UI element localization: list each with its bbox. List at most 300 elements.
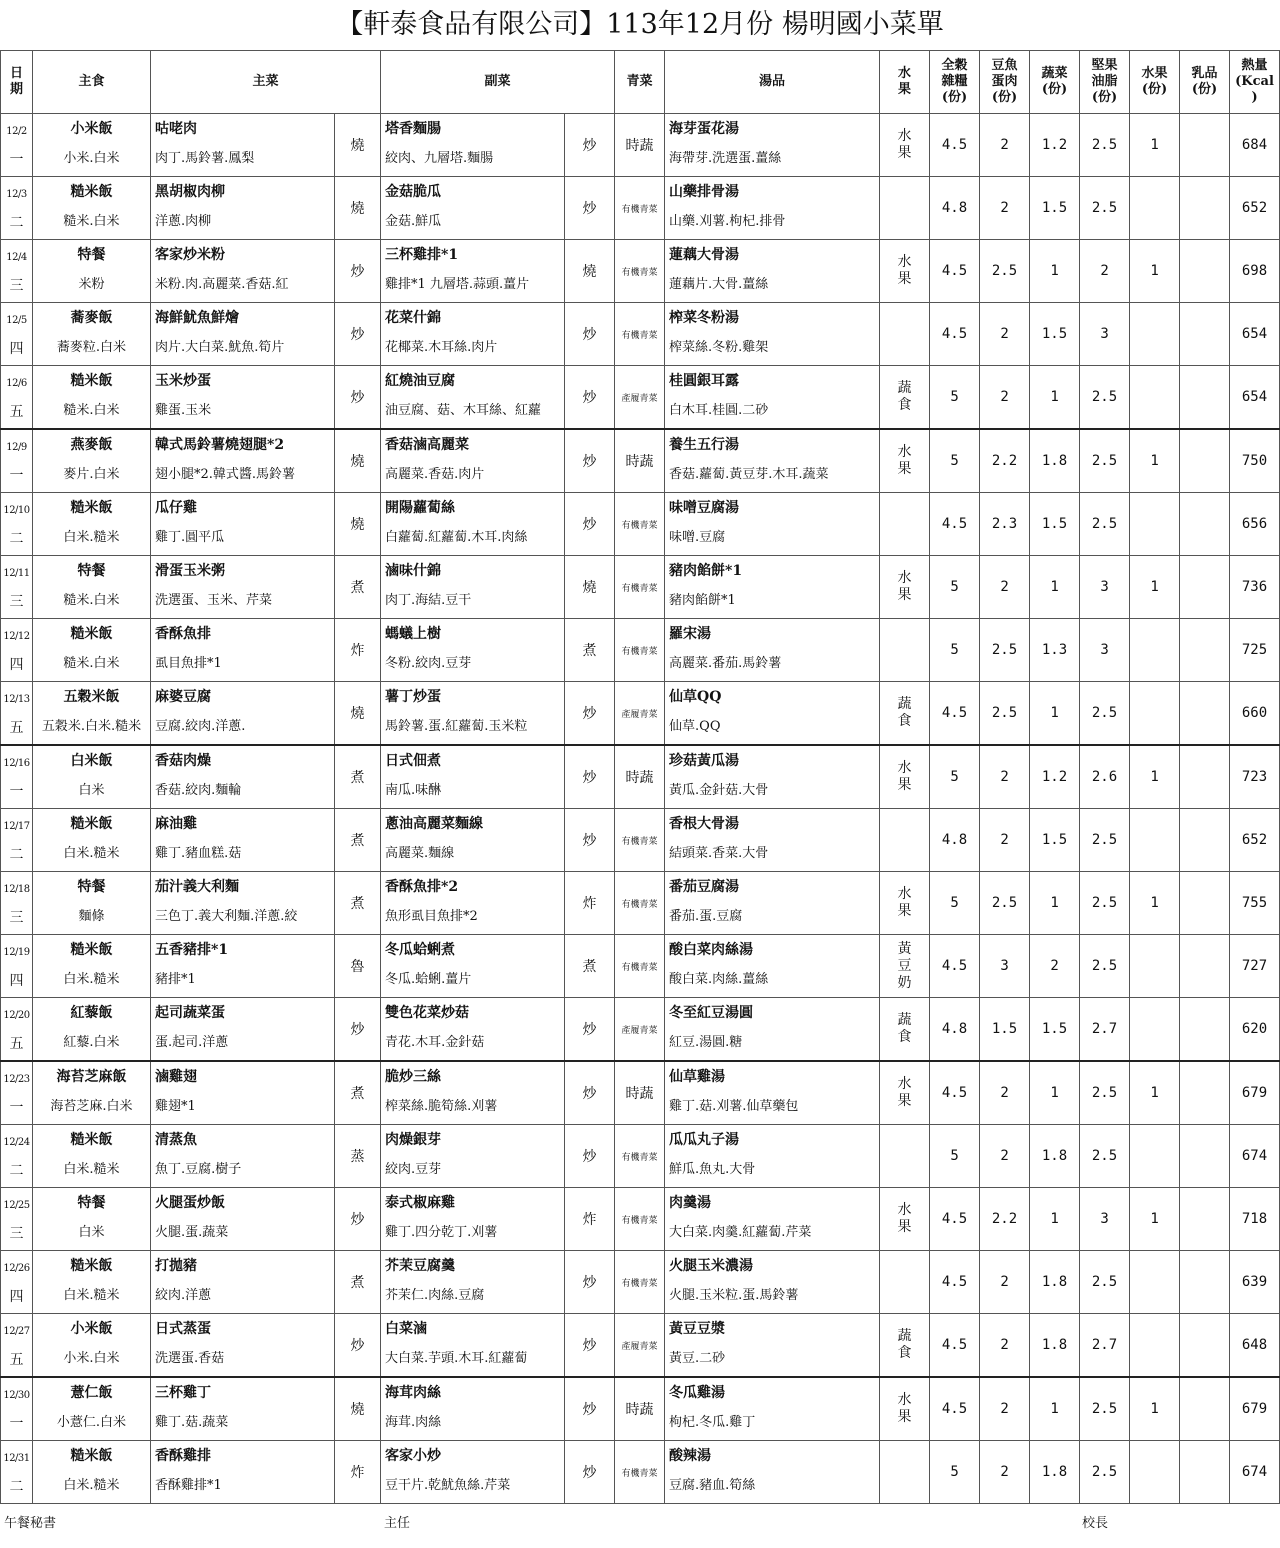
grains-portion: 4.5 [930, 1251, 980, 1314]
menu-row [1, 429, 1280, 493]
staple-ingredients: 小米.白米 [63, 1351, 120, 1366]
staple-cell [33, 240, 151, 303]
vegetable-portion: 1 [1030, 1188, 1080, 1251]
staple-name: 糙米飯 [70, 1448, 113, 1464]
main-dish-method: 燒 [335, 114, 381, 177]
date-label: 12/23 [3, 1074, 30, 1085]
fruit-portion [1130, 809, 1180, 872]
grains-portion: 5 [930, 366, 980, 430]
staple-ingredients: 糙米.白米 [63, 214, 120, 229]
fruit-cell: 水 果 [880, 114, 930, 177]
footer-director: 主任 [384, 1516, 411, 1531]
menu-table [0, 50, 1280, 1504]
staple-cell [33, 493, 151, 556]
calories: 723 [1230, 745, 1280, 809]
side-dish-ingredients: 海茸.肉絲 [385, 1415, 442, 1430]
soup-ingredients: 香菇.蘿蔔.黃豆芽.木耳.蔬菜 [669, 467, 829, 482]
menu-row [1, 809, 1280, 872]
side-dish-name: 白菜滷 [385, 1321, 428, 1337]
staple-name: 薏仁飯 [70, 1385, 113, 1401]
side-dish-ingredients: 雞丁.四分乾丁.刈薯 [385, 1225, 498, 1240]
fruit-portion: 1 [1130, 1377, 1180, 1441]
fruit-cell: 水 果 [880, 1188, 930, 1251]
side-dish-method: 燒 [565, 556, 615, 619]
soup-name: 番茄豆腐湯 [669, 879, 740, 895]
vegetable-portion: 1.5 [1030, 303, 1080, 366]
main-dish-cell [151, 556, 335, 619]
dairy-portion [1180, 114, 1230, 177]
date-label: 12/11 [3, 568, 30, 579]
soup-ingredients: 火腿.玉米粒.蛋.馬鈴薯 [669, 1288, 799, 1303]
protein-portion: 1.5 [980, 998, 1030, 1062]
protein-portion: 2.5 [980, 872, 1030, 935]
staple-ingredients: 白米.糙米 [63, 1478, 120, 1493]
staple-cell [33, 1251, 151, 1314]
greens-cell: 有機青菜 [615, 177, 665, 240]
grains-portion: 5 [930, 745, 980, 809]
side-dish-cell [381, 935, 565, 998]
oil-portion: 2.5 [1080, 1377, 1130, 1441]
weekday-label: 四 [9, 1289, 24, 1305]
weekday-label: 五 [9, 720, 24, 736]
greens-cell: 有機青菜 [615, 1441, 665, 1504]
soup-cell [665, 935, 880, 998]
menu-row [1, 998, 1280, 1062]
side-dish-ingredients: 榨菜絲.脆筍絲.刈薯 [385, 1099, 498, 1114]
soup-cell [665, 1188, 880, 1251]
soup-cell [665, 809, 880, 872]
staple-name: 糙米飯 [70, 626, 113, 642]
main-dish-name: 滑蛋玉米粥 [155, 563, 225, 579]
calories: 698 [1230, 240, 1280, 303]
greens-cell: 有機青菜 [615, 935, 665, 998]
main-dish-name: 起司蔬菜蛋 [155, 1005, 225, 1021]
grains-portion: 4.5 [930, 1061, 980, 1125]
staple-ingredients: 糙米.白米 [63, 593, 120, 608]
fruit-cell [880, 809, 930, 872]
grains-portion: 4.5 [930, 240, 980, 303]
date-cell [1, 177, 33, 240]
protein-portion: 2.5 [980, 240, 1030, 303]
soup-ingredients: 鮮瓜.魚丸.大骨 [669, 1162, 756, 1177]
side-dish-cell [381, 303, 565, 366]
staple-name: 五穀米飯 [63, 689, 120, 705]
dairy-portion [1180, 619, 1230, 682]
dairy-portion [1180, 429, 1230, 493]
soup-cell [665, 1251, 880, 1314]
main-dish-cell [151, 682, 335, 746]
weekday-label: 一 [9, 468, 24, 484]
side-dish-name: 脆炒三絲 [385, 1069, 442, 1085]
side-dish-method: 炒 [565, 177, 615, 240]
main-dish-method: 炒 [335, 303, 381, 366]
header-dairy: 乳品 (份) [1180, 51, 1230, 114]
side-dish-ingredients: 油豆腐、菇、木耳絲、紅蘿 [385, 403, 542, 418]
fruit-cell [880, 1251, 930, 1314]
main-dish-name: 客家炒米粉 [155, 247, 225, 263]
main-dish-method: 炒 [335, 1188, 381, 1251]
date-cell [1, 240, 33, 303]
side-dish-ingredients: 高麗菜.麵線 [385, 846, 455, 861]
dairy-portion [1180, 872, 1230, 935]
side-dish-cell [381, 1125, 565, 1188]
soup-name: 黃豆豆漿 [669, 1321, 726, 1337]
main-dish-cell [151, 935, 335, 998]
soup-ingredients: 味噌.豆腐 [669, 530, 726, 545]
fruit-cell [880, 619, 930, 682]
side-dish-name: 紅燒油豆腐 [385, 373, 456, 389]
grains-portion: 4.5 [930, 303, 980, 366]
side-dish-cell [381, 682, 565, 746]
vegetable-portion: 1 [1030, 240, 1080, 303]
staple-cell [33, 1188, 151, 1251]
weekday-label: 五 [9, 1352, 24, 1368]
soup-name: 羅宋湯 [669, 626, 712, 642]
greens-cell: 有機青菜 [615, 493, 665, 556]
calories: 679 [1230, 1061, 1280, 1125]
side-dish-method: 炒 [565, 1441, 615, 1504]
staple-name: 糙米飯 [70, 942, 113, 958]
staple-cell [33, 809, 151, 872]
fruit-portion [1130, 303, 1180, 366]
calories: 679 [1230, 1377, 1280, 1441]
main-dish-name: 香酥魚排 [155, 626, 211, 642]
calories: 727 [1230, 935, 1280, 998]
main-dish-cell [151, 1061, 335, 1125]
side-dish-method: 炒 [565, 303, 615, 366]
side-dish-name: 滷味什錦 [385, 563, 442, 579]
date-cell [1, 998, 33, 1062]
staple-cell [33, 1061, 151, 1125]
main-dish-method: 炸 [335, 619, 381, 682]
oil-portion: 2.5 [1080, 809, 1130, 872]
staple-cell [33, 556, 151, 619]
side-dish-name: 客家小炒 [385, 1448, 442, 1464]
dairy-portion [1180, 809, 1230, 872]
weekday-label: 四 [9, 657, 24, 673]
vegetable-portion: 1.8 [1030, 429, 1080, 493]
side-dish-method: 炒 [565, 1377, 615, 1441]
main-dish-ingredients: 翅小腿*2.韓式醬.馬鈴薯 [155, 467, 296, 482]
main-dish-ingredients: 洗選蛋.香菇 [155, 1351, 225, 1366]
main-dish-method: 燒 [335, 1377, 381, 1441]
calories: 648 [1230, 1314, 1280, 1378]
side-dish-cell [381, 1377, 565, 1441]
vegetable-portion: 1.5 [1030, 177, 1080, 240]
protein-portion: 2.2 [980, 1188, 1030, 1251]
greens-cell: 有機青菜 [615, 619, 665, 682]
soup-name: 蓮藕大骨湯 [669, 247, 740, 263]
side-dish-name: 冬瓜蛤蜊煮 [385, 942, 456, 958]
main-dish-method: 煮 [335, 1061, 381, 1125]
main-dish-method: 煮 [335, 809, 381, 872]
main-dish-ingredients: 蛋.起司.洋蔥 [155, 1035, 229, 1050]
menu-row [1, 1188, 1280, 1251]
date-label: 12/2 [6, 126, 27, 137]
staple-cell [33, 745, 151, 809]
main-dish-method: 炒 [335, 366, 381, 430]
soup-ingredients: 豬肉餡餅*1 [669, 593, 736, 608]
fruit-portion: 1 [1130, 1061, 1180, 1125]
protein-portion: 2 [980, 1125, 1030, 1188]
main-dish-cell [151, 366, 335, 430]
soup-ingredients: 海帶芽.洗選蛋.薑絲 [669, 151, 782, 166]
date-label: 12/3 [6, 189, 27, 200]
header-date: 日 期 [1, 51, 33, 114]
date-label: 12/20 [3, 1010, 30, 1021]
fruit-cell: 水 果 [880, 240, 930, 303]
date-cell [1, 619, 33, 682]
protein-portion: 2 [980, 556, 1030, 619]
main-dish-cell [151, 240, 335, 303]
fruit-portion [1130, 493, 1180, 556]
staple-cell [33, 429, 151, 493]
soup-cell [665, 745, 880, 809]
greens-cell: 有機青菜 [615, 303, 665, 366]
greens-cell: 有機青菜 [615, 240, 665, 303]
side-dish-ingredients: 白蘿蔔.紅蘿蔔.木耳.肉絲 [385, 530, 528, 545]
side-dish-cell [381, 745, 565, 809]
vegetable-portion: 1.5 [1030, 809, 1080, 872]
main-dish-name: 麻婆豆腐 [155, 689, 211, 705]
date-cell [1, 114, 33, 177]
soup-ingredients: 榨菜絲.冬粉.雞架 [669, 340, 769, 355]
date-label: 12/16 [3, 758, 30, 769]
main-dish-name: 瓜仔雞 [155, 500, 197, 516]
vegetable-portion: 1 [1030, 1061, 1080, 1125]
fruit-portion [1130, 1125, 1180, 1188]
oil-portion: 3 [1080, 303, 1130, 366]
menu-row [1, 619, 1280, 682]
main-dish-cell [151, 1251, 335, 1314]
dairy-portion [1180, 493, 1230, 556]
soup-cell [665, 177, 880, 240]
staple-name: 糙米飯 [70, 816, 113, 832]
fruit-cell: 蔬 食 [880, 998, 930, 1062]
side-dish-ingredients: 南瓜.味醂 [385, 783, 442, 798]
calories: 652 [1230, 177, 1280, 240]
vegetable-portion: 2 [1030, 935, 1080, 998]
main-dish-name: 香酥雞排 [155, 1448, 211, 1464]
greens-cell: 時蔬 [615, 1377, 665, 1441]
staple-name: 燕麥飯 [70, 437, 113, 453]
staple-cell [33, 935, 151, 998]
vegetable-portion: 1.2 [1030, 745, 1080, 809]
calories: 656 [1230, 493, 1280, 556]
main-dish-method: 炒 [335, 1314, 381, 1378]
main-dish-ingredients: 雞蛋.玉米 [155, 403, 212, 418]
fruit-portion [1130, 177, 1180, 240]
fruit-portion: 1 [1130, 1188, 1180, 1251]
protein-portion: 2 [980, 303, 1030, 366]
staple-name: 紅藜飯 [70, 1005, 113, 1021]
staple-ingredients: 紅藜.白米 [63, 1035, 120, 1050]
staple-ingredients: 麥片.白米 [63, 467, 120, 482]
menu-row [1, 1377, 1280, 1441]
side-dish-method: 炒 [565, 998, 615, 1062]
date-label: 12/30 [3, 1390, 30, 1401]
greens-cell: 有機青菜 [615, 1125, 665, 1188]
protein-portion: 2 [980, 177, 1030, 240]
soup-cell [665, 366, 880, 430]
staple-cell [33, 366, 151, 430]
soup-ingredients: 蓮藕片.大骨.薑絲 [669, 277, 769, 292]
staple-name: 小米飯 [70, 1321, 113, 1337]
protein-portion: 2 [980, 1061, 1030, 1125]
menu-row [1, 1251, 1280, 1314]
staple-name: 糙米飯 [70, 184, 113, 200]
main-dish-ingredients: 雞丁.圓平瓜 [155, 530, 225, 545]
weekday-label: 一 [9, 152, 24, 168]
header-protein: 豆魚 蛋肉 (份) [980, 51, 1030, 114]
dairy-portion [1180, 240, 1230, 303]
main-dish-cell [151, 493, 335, 556]
menu-row [1, 872, 1280, 935]
staple-ingredients: 蕎麥粒.白米 [56, 340, 127, 355]
main-dish-name: 清蒸魚 [155, 1132, 197, 1148]
main-dish-ingredients: 洋蔥.肉柳 [155, 214, 212, 229]
staple-cell [33, 114, 151, 177]
main-dish-name: 火腿蛋炒飯 [155, 1195, 225, 1211]
main-dish-cell [151, 745, 335, 809]
side-dish-name: 蔥油高麗菜麵線 [385, 816, 484, 832]
side-dish-method: 炒 [565, 1251, 615, 1314]
soup-ingredients: 大白菜.肉羹.紅蘿蔔.芹菜 [669, 1225, 812, 1240]
greens-cell: 有機青菜 [615, 872, 665, 935]
dairy-portion [1180, 935, 1230, 998]
side-dish-cell [381, 366, 565, 430]
side-dish-ingredients: 芥茉仁.肉絲.豆腐 [385, 1288, 485, 1303]
main-dish-name: 海鮮魷魚鮮燴 [155, 310, 239, 326]
side-dish-name: 香菇滷高麗菜 [385, 437, 470, 453]
greens-cell: 產履青菜 [615, 366, 665, 430]
main-dish-name: 滷雞翅 [155, 1069, 197, 1085]
main-dish-method: 煮 [335, 872, 381, 935]
dairy-portion [1180, 1061, 1230, 1125]
side-dish-ingredients: 雞排*1 九層塔.蒜頭.薑片 [385, 277, 530, 292]
weekday-label: 二 [9, 847, 24, 863]
side-dish-cell [381, 872, 565, 935]
side-dish-method: 炒 [565, 809, 615, 872]
grains-portion: 4.8 [930, 177, 980, 240]
soup-cell [665, 240, 880, 303]
main-dish-cell [151, 809, 335, 872]
weekday-label: 三 [9, 278, 24, 294]
main-dish-cell [151, 1188, 335, 1251]
fruit-cell: 黃 豆 奶 [880, 935, 930, 998]
fruit-portion [1130, 1314, 1180, 1378]
calories: 674 [1230, 1125, 1280, 1188]
grains-portion: 5 [930, 1125, 980, 1188]
greens-cell: 有機青菜 [615, 1251, 665, 1314]
date-label: 12/27 [3, 1326, 30, 1337]
oil-portion: 3 [1080, 619, 1130, 682]
soup-name: 山藥排骨湯 [669, 184, 740, 200]
fruit-portion: 1 [1130, 745, 1180, 809]
staple-ingredients: 白米 [78, 783, 105, 798]
menu-row [1, 935, 1280, 998]
oil-portion: 2.5 [1080, 1061, 1130, 1125]
date-label: 12/17 [3, 821, 30, 832]
fruit-cell [880, 493, 930, 556]
side-dish-ingredients: 馬鈴薯.蛋.紅蘿蔔.玉米粒 [385, 719, 528, 734]
oil-portion: 3 [1080, 556, 1130, 619]
side-dish-ingredients: 金菇.鮮瓜 [385, 214, 442, 229]
protein-portion: 2 [980, 1251, 1030, 1314]
soup-ingredients: 黃瓜.金針菇.大骨 [669, 783, 769, 798]
weekday-label: 二 [9, 215, 24, 231]
dairy-portion [1180, 682, 1230, 746]
side-dish-ingredients: 肉丁.海結.豆干 [385, 593, 472, 608]
soup-name: 榨菜冬粉湯 [669, 310, 740, 326]
dairy-portion [1180, 1188, 1230, 1251]
main-dish-ingredients: 豆腐.絞肉.洋蔥. [155, 719, 246, 734]
side-dish-cell [381, 114, 565, 177]
staple-name: 海苔芝麻飯 [56, 1069, 127, 1085]
fruit-portion [1130, 1251, 1180, 1314]
staple-cell [33, 303, 151, 366]
menu-row [1, 114, 1280, 177]
side-dish-method: 炒 [565, 1125, 615, 1188]
dairy-portion [1180, 366, 1230, 430]
main-dish-ingredients: 雞翅*1 [155, 1099, 196, 1114]
date-cell [1, 303, 33, 366]
side-dish-cell [381, 493, 565, 556]
side-dish-name: 香酥魚排*2 [385, 879, 459, 895]
dairy-portion [1180, 998, 1230, 1062]
fruit-portion [1130, 998, 1180, 1062]
menu-row [1, 303, 1280, 366]
staple-ingredients: 白米.糙米 [63, 972, 120, 987]
oil-portion: 2.7 [1080, 1314, 1130, 1378]
soup-cell [665, 114, 880, 177]
fruit-cell [880, 1441, 930, 1504]
menu-row [1, 745, 1280, 809]
date-label: 12/5 [6, 315, 27, 326]
soup-cell [665, 1441, 880, 1504]
date-cell [1, 556, 33, 619]
soup-name: 珍菇黃瓜湯 [669, 753, 740, 769]
oil-portion: 2.5 [1080, 429, 1130, 493]
date-label: 12/4 [6, 252, 27, 263]
fruit-cell: 水 果 [880, 872, 930, 935]
staple-name: 白米飯 [70, 753, 113, 769]
protein-portion: 2 [980, 1441, 1030, 1504]
oil-portion: 2.5 [1080, 366, 1130, 430]
fruit-cell: 水 果 [880, 1377, 930, 1441]
main-dish-cell [151, 1125, 335, 1188]
oil-portion: 2.5 [1080, 1251, 1130, 1314]
soup-ingredients: 雞丁.菇.刈薯.仙草藥包 [669, 1099, 799, 1114]
oil-portion: 2.5 [1080, 1441, 1130, 1504]
side-dish-ingredients: 大白菜.芋頭.木耳.紅蘿蔔 [385, 1351, 528, 1366]
vegetable-portion: 1 [1030, 556, 1080, 619]
staple-name: 糙米飯 [70, 500, 113, 516]
staple-cell [33, 619, 151, 682]
weekday-label: 三 [9, 594, 24, 610]
main-dish-method: 煮 [335, 1251, 381, 1314]
calories: 654 [1230, 303, 1280, 366]
soup-cell [665, 872, 880, 935]
date-cell [1, 366, 33, 430]
side-dish-name: 螞蟻上樹 [385, 626, 442, 642]
side-dish-method: 煮 [565, 935, 615, 998]
calories: 660 [1230, 682, 1280, 746]
menu-row [1, 1314, 1280, 1378]
staple-cell [33, 177, 151, 240]
main-dish-name: 打拋豬 [155, 1258, 197, 1274]
greens-cell: 時蔬 [615, 1061, 665, 1125]
